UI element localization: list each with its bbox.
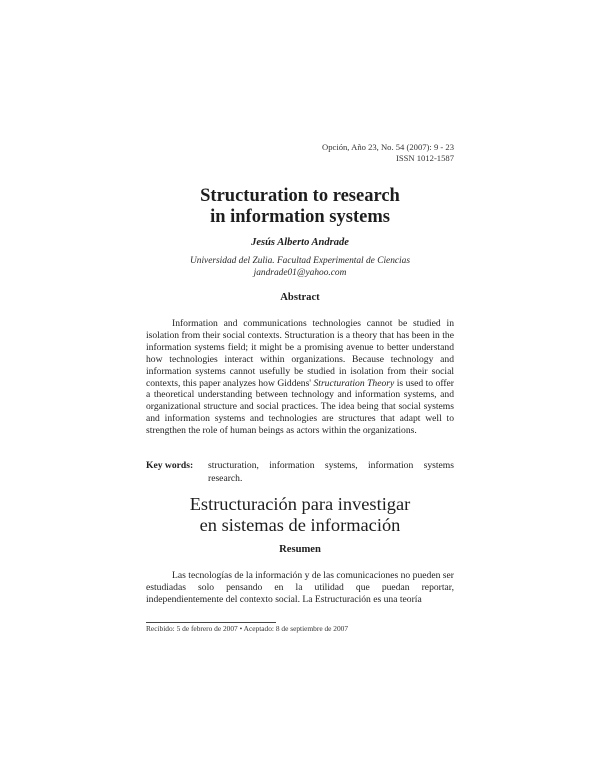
abstract-text-part-2: is used to offer a theoretical understanding between technology and information systems, and organizational structure and social practices. The idea being that social systems and information systems and technologies are structures that adapt well to strengthen the role of human beings as actors within the organizations. [146, 377, 454, 437]
received-accepted-note: Recibido: 5 de febrero de 2007 • Aceptado: 8 de septiembre de 2007 [146, 624, 349, 633]
resumen-paragraph: Las tecnologías de la información y de las comunicaciones no pueden ser estudiadas solo pensando en la utilidad que puedan reportar, independientemente del contexto social. La Estructuración es una teoría [146, 570, 454, 605]
keywords-label: Key words: [146, 460, 194, 471]
author-affiliation: Universidad del Zulia. Facultad Experimental de Ciencias [189, 256, 410, 266]
footer-divider [146, 622, 276, 623]
paper-title-line-1: Structuration to research [200, 186, 400, 206]
abstract-heading: Abstract [280, 292, 320, 303]
journal-citation: Opción, Año 23, No. 54 (2007): 9 - 23 [322, 142, 454, 152]
spanish-title-line-1: Estructuración para investigar [189, 494, 411, 514]
resumen-heading: Resumen [279, 544, 321, 555]
keywords-text: structuration, information systems, information systems research. [208, 460, 454, 484]
journal-header [322, 142, 454, 163]
author-email: jandrade01@yahoo.com [253, 268, 347, 278]
paper-title [100, 186, 500, 228]
spanish-title-line-2: en sistemas de información [199, 515, 401, 535]
paper-title-line-2: in information systems [210, 207, 390, 227]
abstract-body [146, 318, 454, 437]
journal-issn: ISSN 1012-1587 [395, 152, 454, 163]
resumen-body [146, 570, 454, 606]
spanish-title [100, 494, 500, 536]
abstract-italic-term: Structuration Theory [313, 377, 395, 389]
abstract-text-part-1: Information and communications technologies cannot be studied in isolation from their social contexts. Structuration is a theory that has been in the information systems field; it might be a promising avenue to better understand how technologies interact within organizations. Because technology and information systems cannot usefully be studied in isolation from their social contexts, this paper analyzes how Giddens' [146, 318, 454, 389]
abstract-paragraph [146, 318, 454, 437]
author-name: Jesús Alberto Andrade [251, 237, 349, 248]
